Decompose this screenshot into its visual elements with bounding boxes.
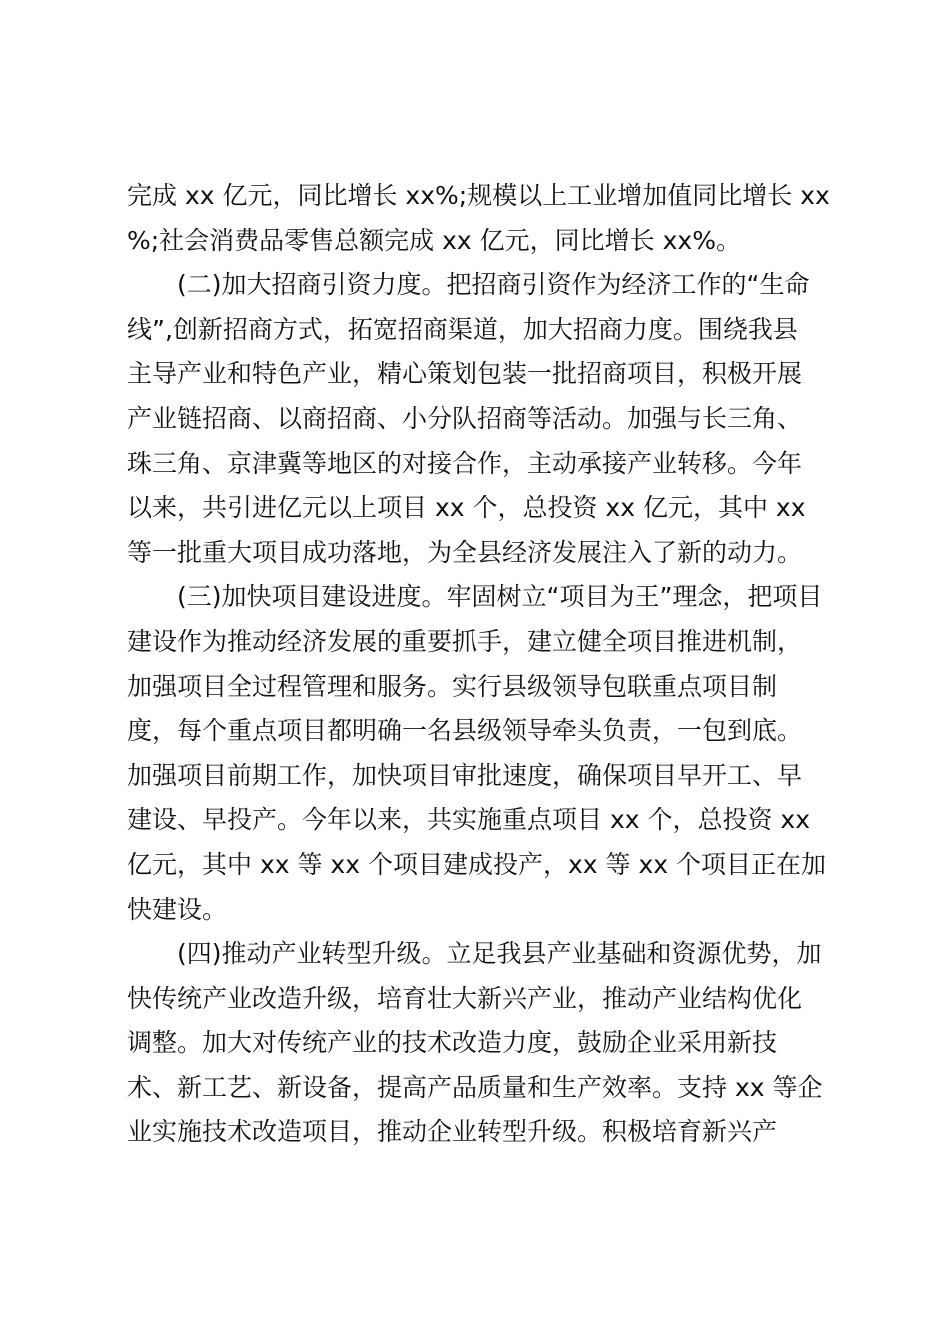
text-line: 珠三角、京津冀等地区的对接合作，主动承接产业转移。今年 (127, 448, 803, 478)
text-line: 完成 xx 亿元，同比增长 xx%;规模以上工业增加值同比增长 xx (127, 181, 830, 210)
text-line: 亿元，其中 xx 等 xx 个项目建成投产，xx 等 xx 个项目正在加 (127, 849, 826, 879)
text-line: 主导产业和特色产业，精心策划包装一批招商项目，积极开展 (127, 359, 803, 389)
text-line: 以来，共引进亿元以上项目 xx 个，总投资 xx 亿元，其中 xx (127, 493, 806, 523)
text-line: 产业链招商、以商招商、小分队招商等活动。加强与长三角、 (127, 403, 803, 433)
text-line: %;社会消费品零售总额完成 xx 亿元，同比增长 xx%。 (127, 225, 741, 255)
text-line: 加强项目前期工作，加快项目审批速度，确保项目早开工、早 (127, 760, 803, 790)
text-line: 术、新工艺、新设备，提高产品质量和生产效率。支持 xx 等企 (127, 1072, 823, 1102)
text-line: 等一批重大项目成功落地，为全县经济发展注入了新的动力。 (127, 537, 803, 567)
text-line: 度，每个重点项目都明确一名县级领导牵头负责，一包到底。 (127, 716, 803, 746)
paragraph-heading-line: (三)加快项目建设进度。牢固树立“项目为王”理念，把项目 (177, 582, 823, 612)
body-text (127, 174, 839, 1155)
paragraph-heading-line: (四)推动产业转型升级。立足我县产业基础和资源优势，加 (177, 939, 822, 969)
text-line: 线”,创新招商方式，拓宽招商渠道，加大招商力度。围绕我县 (127, 314, 798, 344)
text-line: 建设、早投产。今年以来，共实施重点项目 xx 个，总投资 xx (127, 805, 811, 835)
text-line: 建设作为推动经济发展的重要抓手，建立健全项目推进机制， (127, 626, 803, 656)
text-line: 快传统产业改造升级，培育壮大新兴产业，推动产业结构优化 (127, 983, 803, 1013)
text-line: 加强项目全过程管理和服务。实行县级领导包联重点项目制 (127, 671, 778, 701)
text-line: 调整。加大对传统产业的技术改造力度，鼓励企业采用新技 (127, 1028, 778, 1058)
text-line: 业实施技术改造项目，推动企业转型升级。积极培育新兴产 (127, 1117, 778, 1147)
text-line: 快建设。 (127, 894, 228, 924)
paragraph-heading-line: (二)加大招商引资力度。把招商引资作为经济工作的“生命 (177, 270, 810, 300)
